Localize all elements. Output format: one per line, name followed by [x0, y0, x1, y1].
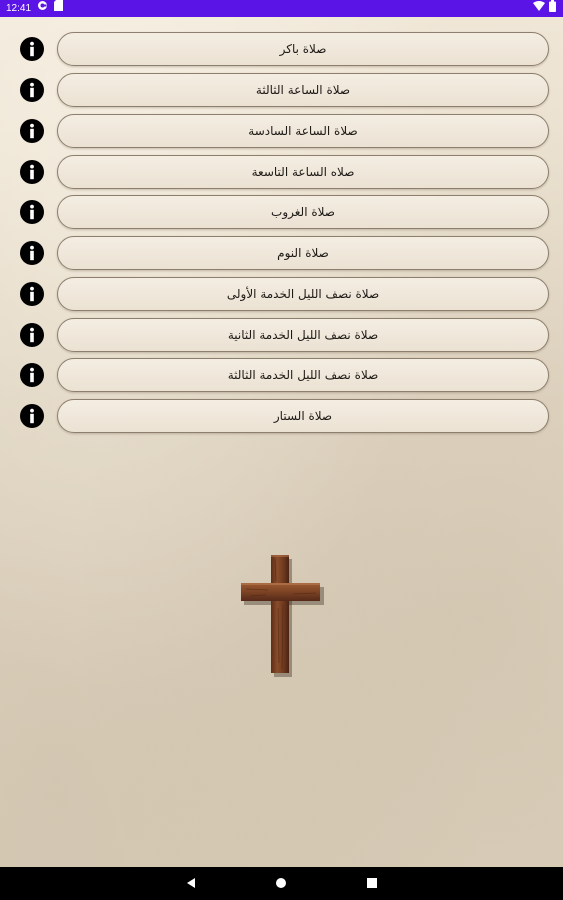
- info-icon[interactable]: [20, 363, 44, 387]
- prayer-row: [0, 114, 563, 148]
- info-icon[interactable]: [20, 160, 44, 184]
- prayer-button-baker[interactable]: صلاة باكر: [57, 32, 549, 66]
- recents-icon[interactable]: [364, 875, 380, 891]
- info-icon[interactable]: [20, 119, 44, 143]
- info-icon[interactable]: [20, 404, 44, 428]
- prayer-button-veil[interactable]: صلاة الستار: [57, 399, 549, 433]
- wifi-icon: [533, 0, 545, 17]
- prayer-button-third-hour[interactable]: صلاة الساعة الثالثة: [57, 73, 549, 107]
- prayer-button-ninth-hour[interactable]: صلاه الساعة التاسعة: [57, 155, 549, 189]
- status-right: [533, 0, 556, 17]
- info-icon[interactable]: [20, 241, 44, 265]
- navigation-bar: [0, 867, 563, 900]
- prayer-row: [0, 155, 563, 189]
- prayer-button-sixth-hour[interactable]: صلاة الساعة السادسة: [57, 114, 549, 148]
- prayer-row: [0, 236, 563, 270]
- prayer-row: [0, 399, 563, 433]
- battery-icon: [549, 0, 556, 18]
- info-icon[interactable]: [20, 282, 44, 306]
- prayer-row: [0, 195, 563, 229]
- prayer-row: [0, 32, 563, 66]
- prayer-button-sunset[interactable]: صلاة الغروب: [57, 195, 549, 229]
- home-icon[interactable]: [273, 875, 289, 891]
- prayer-button-midnight-third[interactable]: صلاة نصف الليل الخدمة الثالثة: [57, 358, 549, 392]
- prayer-row: [0, 277, 563, 311]
- back-icon[interactable]: [183, 875, 199, 891]
- info-icon[interactable]: [20, 78, 44, 102]
- prayer-button-midnight-first[interactable]: صلاة نصف الليل الخدمة الأولى: [57, 277, 549, 311]
- prayer-row: [0, 318, 563, 352]
- prayer-button-midnight-second[interactable]: صلاة نصف الليل الخدمة الثانية: [57, 318, 549, 352]
- wooden-cross-icon: [238, 553, 324, 679]
- prayer-list-screen: [0, 17, 563, 867]
- prayer-row: [0, 358, 563, 392]
- status-left: [6, 0, 63, 17]
- app-notification-icon: [37, 0, 48, 17]
- prayer-row: [0, 73, 563, 107]
- info-icon[interactable]: [20, 323, 44, 347]
- status-time: 12:41: [6, 3, 32, 14]
- info-icon[interactable]: [20, 200, 44, 224]
- prayer-button-sleep[interactable]: صلاة النوم: [57, 236, 549, 270]
- status-bar: [0, 0, 563, 17]
- sd-card-icon: [54, 0, 63, 17]
- info-icon[interactable]: [20, 37, 44, 61]
